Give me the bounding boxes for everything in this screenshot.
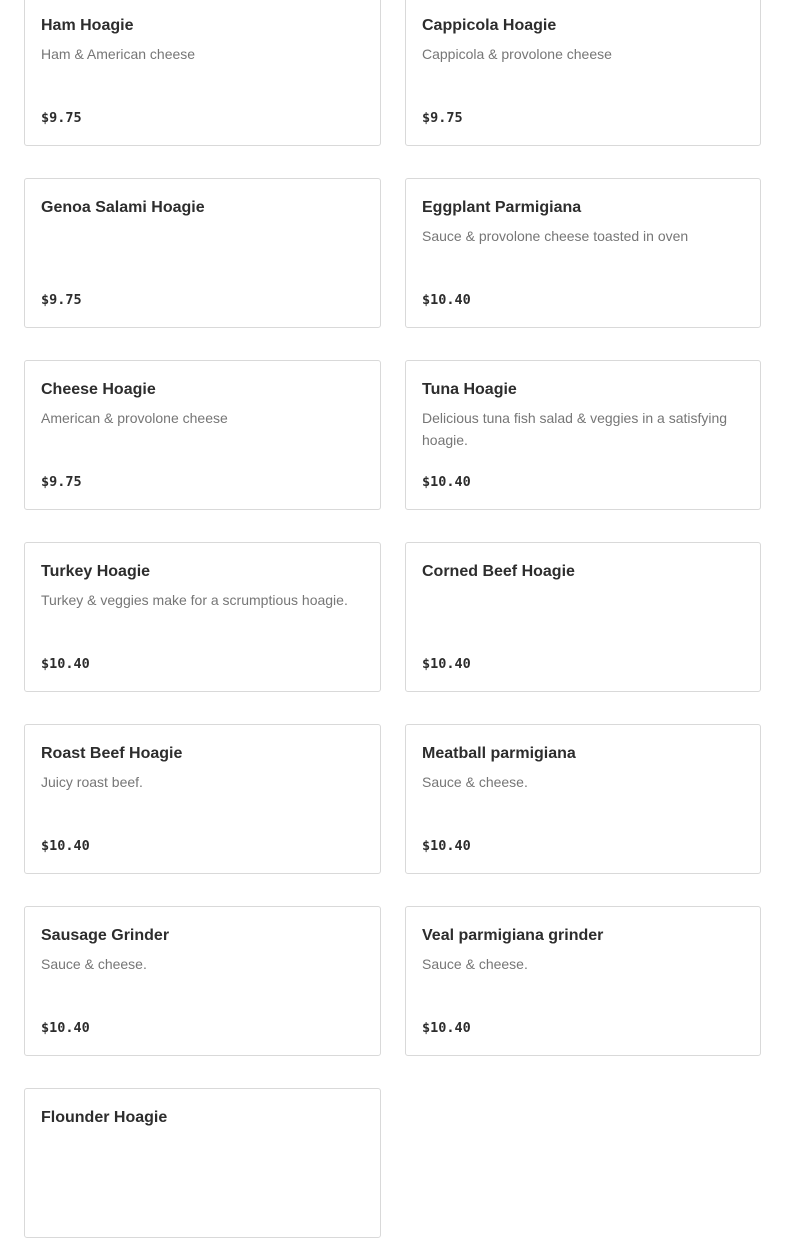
menu-item-card[interactable] [24,542,381,692]
menu-item-card[interactable] [405,724,761,874]
menu-item-card[interactable] [405,360,761,510]
item-price: $10.40 [41,656,90,672]
item-name: Ham Hoagie [41,17,134,34]
item-description: Juicy roast beef. [41,774,143,790]
item-description: Sauce & cheese. [41,956,147,972]
item-name: Corned Beef Hoagie [422,563,575,580]
menu-item-card[interactable] [24,1088,381,1238]
item-price: $10.40 [41,838,90,854]
item-price: $10.40 [422,1020,471,1036]
item-price: $9.75 [41,110,82,126]
item-price: $9.75 [41,474,82,490]
item-description: Sauce & cheese. [422,956,528,972]
item-description: Sauce & cheese. [422,774,528,790]
menu-item-card[interactable] [24,724,381,874]
menu-item-card[interactable] [24,360,381,510]
item-price: $10.40 [422,838,471,854]
item-price: $9.75 [422,110,463,126]
item-name: Genoa Salami Hoagie [41,199,205,216]
item-price: $9.75 [41,292,82,308]
item-description: Sauce & provolone cheese toasted in oven [422,228,689,244]
menu-item-card[interactable] [405,178,761,328]
menu-item-card[interactable] [405,906,761,1056]
item-description: American & provolone cheese [41,410,228,426]
menu-item-card[interactable] [24,178,381,328]
item-description: Cappicola & provolone cheese [422,46,612,62]
menu-item-card[interactable] [24,0,381,146]
item-price: $10.40 [41,1020,90,1036]
item-price: $10.40 [422,656,471,672]
menu-item-card[interactable] [405,542,761,692]
item-name: Flounder Hoagie [41,1109,168,1126]
item-price: $10.40 [422,292,471,308]
item-name: Eggplant Parmigiana [422,199,582,216]
item-name: Cheese Hoagie [41,381,156,398]
item-name: Cappicola Hoagie [422,17,557,34]
item-name: Roast Beef Hoagie [41,745,183,762]
item-name: Meatball parmigiana [422,745,576,762]
item-name: Sausage Grinder [41,927,170,944]
item-description: Turkey & veggies make for a scrumptious hoagie. [41,592,348,608]
menu-item-grid [24,0,761,1238]
menu-item-card[interactable] [24,906,381,1056]
menu-item-card[interactable] [405,0,761,146]
item-price: $10.40 [422,474,471,490]
item-description: Ham & American cheese [41,46,196,62]
item-name: Tuna Hoagie [422,381,517,398]
item-description: Delicious tuna fish salad & veggies in a satisfying hoagie. [422,410,728,448]
item-name: Veal parmigiana grinder [422,927,604,944]
item-name: Turkey Hoagie [41,563,151,580]
